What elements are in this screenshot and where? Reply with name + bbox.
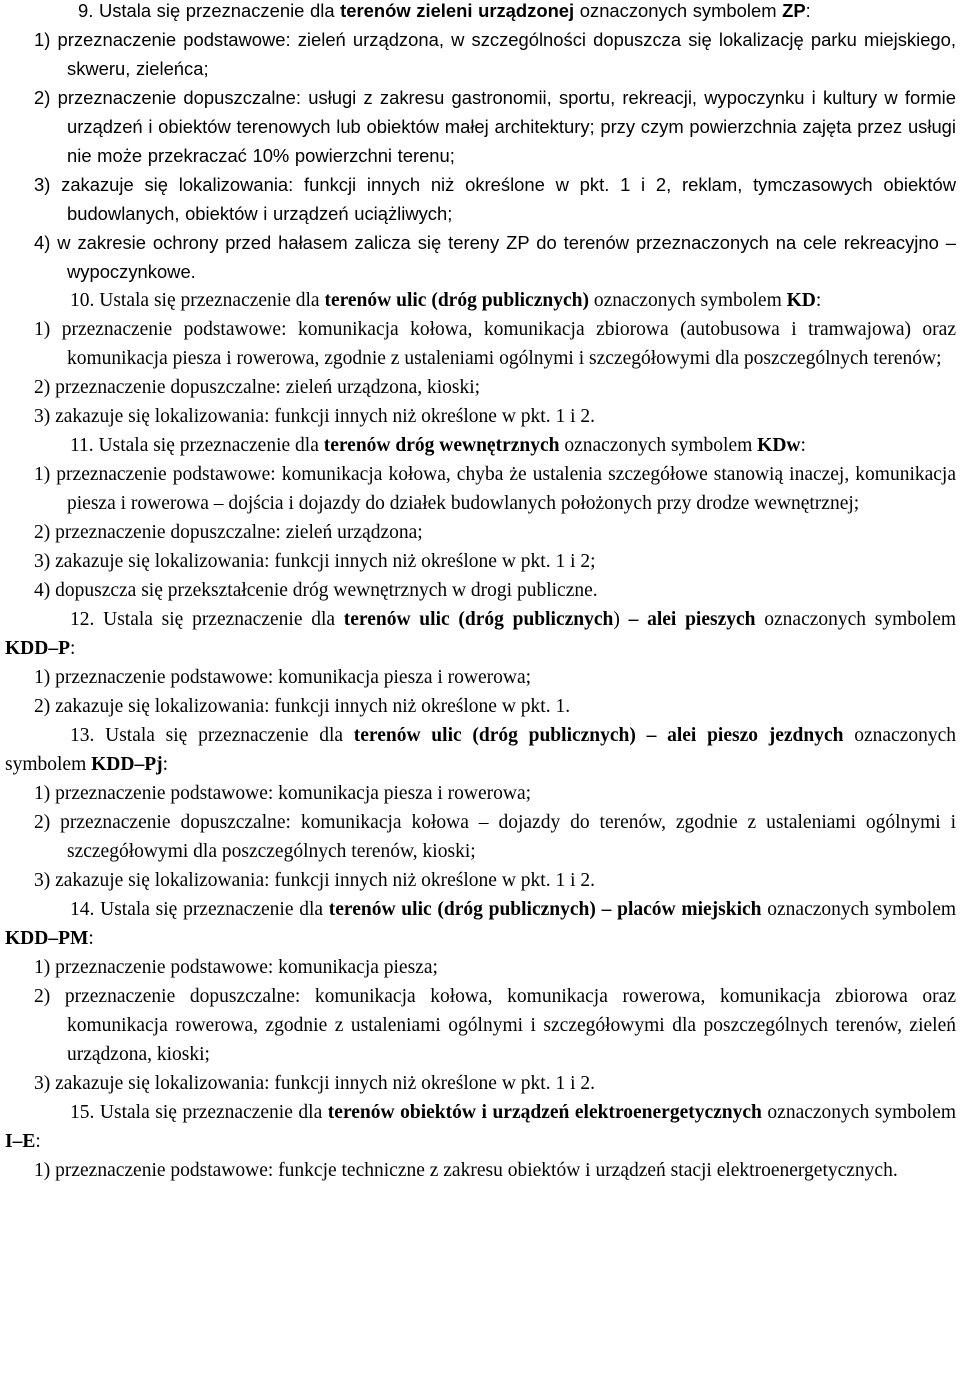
- list-item: 2) przeznaczenie dopuszczalne: zieleń urządzona;: [34, 522, 423, 543]
- heading-run: oznaczonych symbolem: [755, 609, 957, 630]
- section-12: [5, 605, 956, 721]
- heading-bold-run: – alei pieszych: [628, 609, 756, 630]
- heading-run: 14. Ustala się przeznaczenie dla: [70, 899, 329, 920]
- section-10: [5, 286, 956, 431]
- heading-run: 13. Ustala się przeznaczenie dla: [70, 725, 354, 746]
- heading-run: :: [815, 290, 822, 311]
- document-body: [5, 0, 956, 1185]
- heading-bold-run: terenów ulic (dróg publicznych: [343, 609, 614, 630]
- heading-run: 9. Ustala się przeznaczenie dla: [78, 0, 341, 21]
- section-heading: [5, 605, 956, 663]
- heading-run: :: [162, 754, 169, 775]
- heading-bold-run: terenów obiektów i urządzeń elektroenergetycznych: [327, 1102, 762, 1123]
- heading-run: oznaczonych symbolem: [761, 899, 957, 920]
- list-item: 1) przeznaczenie podstawowe: zieleń urządzona, w szczególności dopuszcza się lokalizację parku miejskiego, skweru, zieleńca;: [34, 29, 956, 79]
- heading-run: oznaczonych symbolem: [559, 435, 758, 456]
- section-heading: [5, 895, 956, 953]
- section-heading: [5, 431, 956, 460]
- heading-bold-run: terenów ulic (dróg publicznych) – alei pieszo jezdnych: [353, 725, 844, 746]
- heading-bold-run: KDD–PM: [5, 928, 89, 949]
- section-heading: [5, 721, 956, 779]
- list-item: 1) przeznaczenie podstawowe: komunikacja piesza i rowerowa;: [34, 667, 532, 688]
- heading-run: :: [800, 435, 806, 456]
- heading-run: 10. Ustala się przeznaczenie dla: [70, 290, 325, 311]
- list-item: 3) zakazuje się lokalizowania: funkcji innych niż określone w pkt. 1 i 2.: [34, 1073, 595, 1094]
- list-item: 4) w zakresie ochrony przed hałasem zalicza się tereny ZP do terenów przeznaczonych na cele rekreacyjno – wypoczynkowe.: [34, 232, 956, 282]
- section-11: [5, 431, 956, 605]
- list-item: 2) przeznaczenie dopuszczalne: komunikacja kołowa – dojazdy do terenów, zgodnie z ustaleniami ogólnymi i szczegółowymi dla poszczególnych terenów, kioski;: [34, 812, 956, 862]
- heading-bold-run: KDD–P: [5, 638, 70, 659]
- section-13: [5, 721, 956, 895]
- list-item: 1) przeznaczenie podstawowe: funkcje techniczne z zakresu obiektów i urządzeń stacji elektroenergetycznych.: [34, 1160, 898, 1181]
- heading-bold-run: ZP: [782, 0, 806, 21]
- list-item: 2) przeznaczenie dopuszczalne: komunikacja kołowa, komunikacja rowerowa, komunikacja zbiorowa oraz komunikacja rowerowa, zgodnie z ustaleniami ogólnymi i szczegółowymi dla poszczególnych terenów, zieleń urządzona, kioski;: [34, 986, 956, 1065]
- heading-bold-run: terenów zieleni urządzonej: [340, 0, 575, 21]
- heading-bold-run: KD: [786, 290, 816, 311]
- section-14: [5, 895, 956, 1098]
- section-heading: [5, 0, 956, 25]
- heading-run: :: [88, 928, 94, 949]
- heading-run: 15. Ustala się przeznaczenie dla: [70, 1102, 328, 1123]
- section-heading: [5, 1098, 956, 1156]
- heading-run: oznaczonych symbolem: [761, 1102, 956, 1123]
- heading-bold-run: terenów dróg wewnętrznych: [323, 435, 560, 456]
- list-item: 3) zakazuje się lokalizowania: funkcji innych niż określone w pkt. 1 i 2, reklam, tymczasowych obiektów budowlanych, obiektów i urządzeń uciążliwych;: [34, 174, 956, 224]
- section-heading: [5, 286, 956, 315]
- heading-run: oznaczonych symbolem: [588, 290, 787, 311]
- heading-run: ): [613, 609, 629, 630]
- list-item: 1) przeznaczenie podstawowe: komunikacja piesza;: [34, 957, 438, 978]
- heading-run: :: [805, 0, 811, 21]
- list-item: 2) przeznaczenie dopuszczalne: usługi z zakresu gastronomii, sportu, rekreacji, wypoczynku i kultury w formie urządzeń i obiektów terenowych lub obiektów małej architektury; przy czym powierzchnia zajęta przez usługi nie może przekraczać 10% powierzchni terenu;: [34, 87, 956, 166]
- heading-bold-run: I–E: [5, 1131, 36, 1152]
- list-item: 2) przeznaczenie dopuszczalne: zieleń urządzona, kioski;: [34, 377, 481, 398]
- list-item: 3) zakazuje się lokalizowania: funkcji innych niż określone w pkt. 1 i 2.: [34, 406, 595, 427]
- heading-run: 12. Ustala się przeznaczenie dla: [70, 609, 344, 630]
- list-item: 3) zakazuje się lokalizowania: funkcji innych niż określone w pkt. 1 i 2.: [34, 870, 595, 891]
- heading-run: oznaczonych symbolem: [574, 0, 783, 21]
- section-15: [5, 1098, 956, 1185]
- list-item: 3) zakazuje się lokalizowania: funkcji innych niż określone w pkt. 1 i 2;: [34, 551, 596, 572]
- heading-run: 11. Ustala się przeznaczenie dla: [70, 435, 324, 456]
- list-item: 1) przeznaczenie podstawowe: komunikacja kołowa, chyba że ustalenia szczegółowe stanowią inaczej, komunikacja piesza i rowerowa – dojścia i dojazdy do działek budowlanych położonych przy drodze wewnętrznej;: [34, 464, 956, 514]
- heading-bold-run: KDD–Pj: [91, 754, 163, 775]
- heading-run: :: [70, 638, 76, 659]
- list-item: 1) przeznaczenie podstawowe: komunikacja piesza i rowerowa;: [34, 783, 532, 804]
- list-item: 2) zakazuje się lokalizowania: funkcji innych niż określone w pkt. 1.: [34, 696, 571, 717]
- heading-run: :: [35, 1131, 41, 1152]
- heading-bold-run: KDw: [757, 435, 801, 456]
- list-item: 4) dopuszcza się przekształcenie dróg wewnętrznych w drogi publiczne.: [34, 580, 598, 601]
- heading-bold-run: terenów ulic (dróg publicznych) – placów miejskich: [328, 899, 762, 920]
- list-item: 1) przeznaczenie podstawowe: komunikacja kołowa, komunikacja zbiorowa (autobusowa i tramwajowa) oraz komunikacja piesza i rowerowa, zgodnie z ustaleniami ogólnymi i szczegółowymi dla poszczególnych terenów;: [34, 319, 956, 369]
- section-9: [5, 0, 956, 286]
- heading-bold-run: terenów ulic (dróg publicznych): [324, 290, 589, 311]
- heading-run: oznaczonych symbolem: [5, 725, 956, 775]
